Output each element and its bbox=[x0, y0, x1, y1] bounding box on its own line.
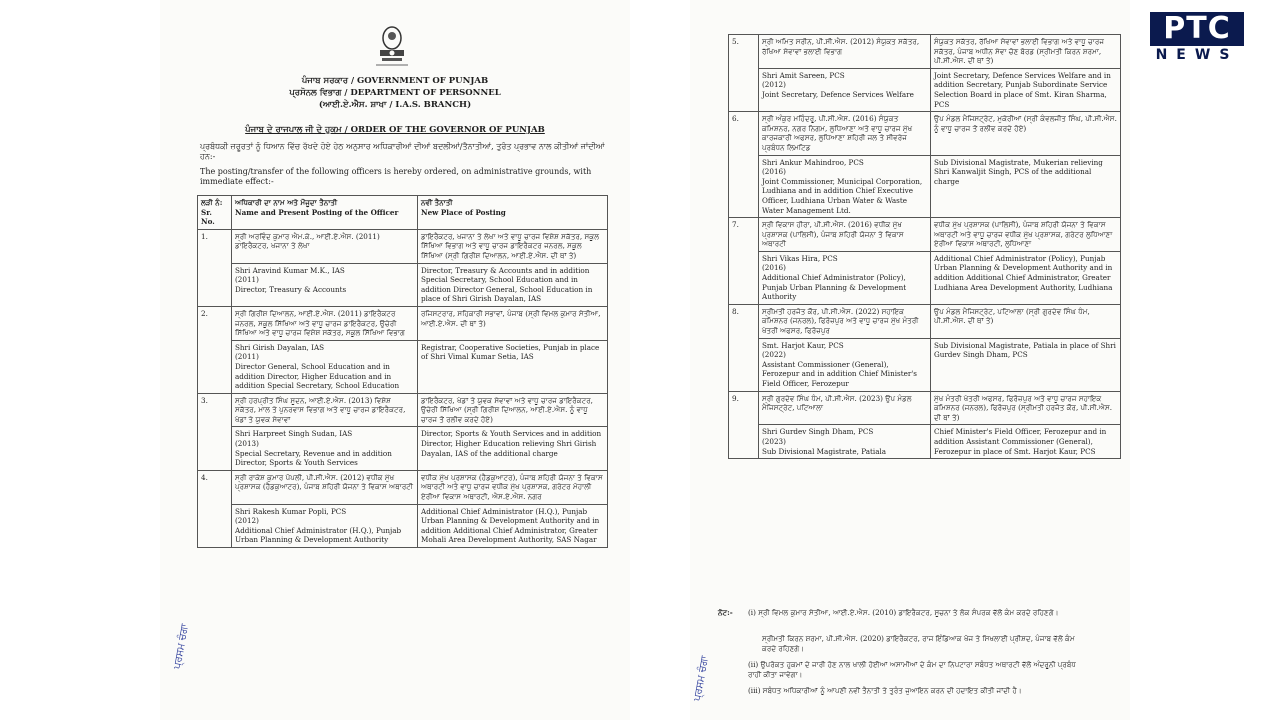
present-posting: Director General, School Education and in addition Director, Higher Education and in addition Special Secretary, School Education bbox=[235, 361, 400, 391]
serial-number: 1. bbox=[198, 229, 232, 306]
present-posting: Assistant Commissioner (General), Ferozepur and in addition Chief Minister's Field Officer, Ferozepur bbox=[762, 359, 917, 388]
officer-name-english bbox=[232, 504, 418, 547]
note-item: (i) ਸ੍ਰੀ ਵਿਮਲ ਕੁਮਾਰ ਸੇਤੀਆ, ਆਈ.ਏ.ਐਸ. (2010) ਡਾਇਰੈਕਟਰ, ਸੂਚਨਾ ਤੇ ਲੋਕ ਸੰਪਰਕ ਵੱਲੋਂ ਕੰਮ ਕਰਦੇ ਰਹਿਣਗੇ। bbox=[748, 608, 1059, 617]
officer-name-punjabi: ਸ੍ਰੀ ਰਾਕੇਸ਼ ਕੁਮਾਰ ਪੋਪਲੀ, ਪੀ.ਸੀ.ਐਸ. (2012) ਵਧੀਕ ਮੁੱਖ ਪ੍ਰਸ਼ਾਸਕ (ਹੈਡਕੁਆਟਰ), ਪੰਜਾਬ ਸ਼ਹਿਰੀ ਯੋਜਨਾ ਤੇ ਵਿਕਾਸ ਅਥਾਰਟੀ bbox=[232, 470, 418, 504]
column-label-english: Name and Present Posting of the Officer bbox=[235, 207, 399, 217]
new-posting-punjabi: ਰਜਿਸਟਰਾਰ, ਸਹਿਕਾਰੀ ਸਭਾਵਾਂ, ਪੰਜਾਬ (ਸ੍ਰੀ ਵਿਮਲ ਕੁਮਾਰ ਸੇਤੀਆ, ਆਈ.ਏ.ਐਸ. ਦੀ ਥਾਂ ਤੇ) bbox=[418, 306, 608, 340]
officer-name: Shri Amit Sareen, PCS bbox=[762, 70, 845, 80]
officer-name: Shri Gurdev Singh Dham, PCS bbox=[762, 427, 874, 437]
table-row bbox=[198, 470, 608, 504]
officer-name-english bbox=[232, 263, 418, 306]
new-posting-english: Director, Treasury & Accounts and in addition Special Secretary, School Education and in addition Director General, School Education in place of Shri Girish Dayalan, IAS bbox=[418, 263, 608, 306]
table-row bbox=[729, 304, 1121, 338]
officer-name: Smt. Harjot Kaur, PCS bbox=[762, 340, 844, 350]
present-posting: Special Secretary, Revenue and in addition Director, Sports & Youth Services bbox=[235, 448, 392, 468]
serial-number: 8. bbox=[729, 304, 759, 391]
officer-name-english bbox=[759, 251, 931, 304]
table-row bbox=[729, 425, 1121, 459]
new-posting-english: Additional Chief Administrator (H.Q.), Punjab Urban Planning & Development Authority and in addition Additional Chief Administrator, Greater Mohali Area Development Authority, SAS Nagar bbox=[418, 504, 608, 547]
column-label-english: New Place of Posting bbox=[421, 207, 506, 217]
table-row bbox=[729, 391, 1121, 425]
serial-number: 5. bbox=[729, 35, 759, 112]
present-posting: Joint Secretary, Defence Services Welfare bbox=[762, 89, 914, 99]
officer-name: Shri Ankur Mahindroo, PCS bbox=[762, 157, 864, 167]
serial-number: 4. bbox=[198, 470, 232, 547]
officer-name-english bbox=[232, 340, 418, 393]
note-label: ਨੋਟ:- bbox=[718, 608, 733, 617]
column-label-punjabi: ਲੜੀ ਨੰ: bbox=[201, 198, 223, 207]
present-posting: Sub Divisional Magistrate, Patiala bbox=[762, 446, 887, 456]
serial-number: 2. bbox=[198, 306, 232, 393]
officer-batch: (2012) bbox=[235, 516, 259, 526]
government-emblem-icon bbox=[370, 22, 414, 72]
header-department: ਪ੍ਰਸੋਨਲ ਵਿਭਾਗ / DEPARTMENT OF PERSONNEL bbox=[289, 88, 501, 98]
table-row bbox=[729, 155, 1121, 218]
serial-number: 9. bbox=[729, 391, 759, 459]
officer-name: Shri Vikas Hira, PCS bbox=[762, 253, 838, 263]
column-header-name bbox=[232, 196, 418, 230]
document-page-right bbox=[690, 0, 1130, 720]
new-posting-punjabi: ਮੁੱਖ ਮੰਤਰੀ ਖੇਤਰੀ ਅਫਸਰ, ਫਿਰੋਜ਼ਪੁਰ ਅਤੇ ਵਾਧੂ ਚਾਰਜ ਸਹਾਇਕ ਕਮਿਸ਼ਨਰ (ਜਨਰਲ), ਫਿਰੋਜ਼ਪੁਰ (ਸ੍ਰੀਮਤੀ ਹਰਜੋਤ ਕੌਰ, ਪੀ.ਸੀ.ਐਸ. ਦੀ ਥਾਂ ਤੇ) bbox=[931, 391, 1121, 425]
officer-batch: (2013) bbox=[235, 439, 259, 449]
new-posting-punjabi: ਉਪ ਮੰਡਲ ਮੈਜਿਸਟ੍ਰੇਟ, ਪਟਿਆਲਾ (ਸ੍ਰੀ ਗੁਰਦੇਵ ਸਿੰਘ ਧੰਮ, ਪੀ.ਸੀ.ਐਸ. ਦੀ ਥਾਂ ਤੇ) bbox=[931, 304, 1121, 338]
officer-name-punjabi: ਸ੍ਰੀ ਵਿਕਾਸ ਹੀਰਾ, ਪੀ.ਸੀ.ਐਸ. (2016) ਵਧੀਕ ਮੁੱਖ ਪ੍ਰਸ਼ਾਸਕ (ਪਾਲਿਸੀ), ਪੰਜਾਬ ਸ਼ਹਿਰੀ ਯੋਜਨਾ ਤੇ ਵਿਕਾਸ ਅਥਾਰਟੀ bbox=[759, 218, 931, 252]
table-row bbox=[729, 68, 1121, 111]
officer-name-punjabi: ਸ੍ਰੀ ਗਿਰੀਸ਼ ਦਿਆਲਨ, ਆਈ.ਏ.ਐਸ. (2011) ਡਾਇਰੈਕਟਰ ਜਨਰਲ, ਸਕੂਲ ਸਿੱਖਿਆ ਅਤੇ ਵਾਧੂ ਚਾਰਜ ਡਾਇਰੈਕਟਰ, ਉਚੇਰੀ ਸਿੱਖਿਆ ਅਤੇ ਵਾਧੂ ਚਾਰਜ ਵਿਸ਼ੇਸ਼ ਸਕੱਤਰ, ਸਕੂਲ ਸਿੱਖਿਆ ਵਿਭਾਗ bbox=[232, 306, 418, 340]
officer-name-punjabi: ਸ੍ਰੀ ਅਮਿਤ ਸਰੀਨ, ਪੀ.ਸੀ.ਐਸ. (2012) ਸੰਯੁਕਤ ਸਕੱਤਰ, ਰੱਖਿਆ ਸੇਵਾਵਾਂ ਭਲਾਈ ਵਿਭਾਗ bbox=[759, 35, 931, 69]
logo-text-bottom: NEWS bbox=[1155, 47, 1239, 63]
new-posting-english: Director, Sports & Youth Services and in addition Director, Higher Education relieving Shri Girish Dayalan, IAS of the additional charge bbox=[418, 427, 608, 470]
officer-batch: (2023) bbox=[762, 436, 786, 446]
officer-name-english bbox=[759, 155, 931, 218]
table-row bbox=[729, 338, 1121, 391]
officer-name: Shri Harpreet Singh Sudan, IAS bbox=[235, 429, 353, 439]
new-posting-punjabi: ਡਾਇਰੈਕਟਰ, ਖਜਾਨਾ ਤੇ ਲੇਖਾ ਅਤੇ ਵਾਧੂ ਚਾਰਜ ਵਿਸ਼ੇਸ਼ ਸਕੱਤਰ, ਸਕੂਲ ਸਿੱਖਿਆ ਵਿਭਾਗ ਅਤੇ ਵਾਧੂ ਚਾਰਜ ਡਾਇਰੈਕਟਰ ਜਨਰਲ, ਸਕੂਲ ਸਿੱਖਿਆ (ਸ੍ਰੀ ਗਿਰੀਸ਼ ਦਿਆਲਨ, ਆਈ.ਏ.ਐਸ. ਦੀ ਥਾਂ ਤੇ) bbox=[418, 229, 608, 263]
officer-name-english bbox=[759, 425, 931, 459]
present-posting: Director, Treasury & Accounts bbox=[235, 284, 347, 294]
table-row bbox=[198, 306, 608, 340]
officer-name-english bbox=[232, 427, 418, 470]
new-posting-punjabi: ਵਧੀਕ ਮੁੱਖ ਪ੍ਰਸ਼ਾਸਕ (ਹੈਡਕੁਆਟਰ), ਪੰਜਾਬ ਸ਼ਹਿਰੀ ਯੋਜਨਾ ਤੇ ਵਿਕਾਸ ਅਥਾਰਟੀ ਅਤੇ ਵਾਧੂ ਚਾਰਜ ਵਧੀਕ ਮੁੱਖ ਪ੍ਰਸ਼ਾਸਕ, ਗਰੇਟਰ ਮੋਹਾਲੀ ਏਰੀਆ ਵਿਕਾਸ ਅਥਾਰਟੀ, ਐਸ.ਏ.ਐਸ. ਨਗਰ bbox=[418, 470, 608, 504]
column-label-punjabi: ਨਵੀਂ ਤੈਨਾਤੀ bbox=[421, 198, 453, 207]
table-row bbox=[198, 504, 608, 547]
officer-batch: (2011) bbox=[235, 352, 259, 362]
officer-name-english bbox=[759, 68, 931, 111]
officer-name-punjabi: ਸ੍ਰੀ ਗੁਰਦੇਵ ਸਿੰਘ ਧੰਮ, ਪੀ.ਸੀ.ਐਸ. (2023) ਉਪ ਮੰਡਲ ਮੈਜਿਸਟ੍ਰੇਟ, ਪਟਿਆਲਾ bbox=[759, 391, 931, 425]
table-header-row bbox=[198, 196, 608, 230]
column-header-sr bbox=[198, 196, 232, 230]
table-row bbox=[198, 393, 608, 427]
new-posting-english: Sub Divisional Magistrate, Patiala in place of Shri Gurdev Singh Dham, PCS bbox=[931, 338, 1121, 391]
new-posting-english: Chief Minister's Field Officer, Ferozepur and in addition Assistant Commissioner (General), Ferozepur in place of Smt. Harjot Kaur, PCS bbox=[931, 425, 1121, 459]
new-posting-punjabi: ਵਧੀਕ ਮੁੱਖ ਪ੍ਰਸ਼ਾਸਕ (ਪਾਲਿਸੀ), ਪੰਜਾਬ ਸ਼ਹਿਰੀ ਯੋਜਨਾ ਤੇ ਵਿਕਾਸ ਅਥਾਰਟੀ ਅਤੇ ਵਾਧੂ ਚਾਰਜ ਵਧੀਕ ਮੁੱਖ ਪ੍ਰਸ਼ਾਸਕ, ਗਰੇਟਰ ਲੁਧਿਆਣਾ ਏਰੀਆ ਵਿਕਾਸ ਅਥਾਰਟੀ, ਲੁਧਿਆਣਾ bbox=[931, 218, 1121, 252]
serial-number: 7. bbox=[729, 218, 759, 305]
officer-name-punjabi: ਸ੍ਰੀ ਅੰਕੁਰ ਮਹਿੰਦਰੂ, ਪੀ.ਸੀ.ਐਸ. (2016) ਸੰਯੁਕਤ ਕਮਿਸ਼ਨਰ, ਨਗਰ ਨਿਗਮ, ਲੁਧਿਆਣਾ ਅਤੇ ਵਾਧੂ ਚਾਰਜ ਮੁੱਖ ਕਾਰਜਕਾਰੀ ਅਫਸਰ, ਲੁਧਿਆਣਾ ਸ਼ਹਿਰੀ ਜਲ ਤੇ ਸੀਵਰੇਜ ਪ੍ਰਬੰਧਨ ਲਿਮਟਿਡ bbox=[759, 112, 931, 155]
document-page-left bbox=[160, 0, 630, 720]
new-posting-english: Joint Secretary, Defence Services Welfare and in addition Secretary, Punjab Subordinate Service Selection Board in place of Smt. Kiran Sharma, PCS bbox=[931, 68, 1121, 111]
new-posting-english: Additional Chief Administrator (Policy), Punjab Urban Planning & Development Authority and in addition Additional Chief Administrator, Greater Ludhiana Area Development Authority, Ludhiana bbox=[931, 251, 1121, 304]
officer-name-english bbox=[759, 338, 931, 391]
officer-name: Shri Rakesh Kumar Popli, PCS bbox=[235, 506, 347, 516]
officer-name-punjabi: ਸ੍ਰੀਮਤੀ ਹਰਜੋਤ ਕੌਰ, ਪੀ.ਸੀ.ਐਸ. (2022) ਸਹਾਇਕ ਕਮਿਸ਼ਨਰ (ਜਨਰਲ), ਫਿਰੋਜ਼ਪੁਰ ਅਤੇ ਵਾਧੂ ਚਾਰਜ ਮੁੱਖ ਮੰਤਰੀ ਖੇਤਰੀ ਅਫਸਰ, ਫਿਰੋਜ਼ਪੁਰ bbox=[759, 304, 931, 338]
table-row bbox=[198, 340, 608, 393]
intro-paragraph-punjabi: ਪ੍ਰਬੰਧਕੀ ਜ਼ਰੂਰਤਾਂ ਨੂੰ ਧਿਆਨ ਵਿੱਚ ਰੱਖਦੇ ਹੋਏ ਹੇਠ ਅਨੁਸਾਰ ਅਧਿਕਾਰੀਆਂ ਦੀਆਂ ਬਦਲੀਆਂ/ਤੈਨਾਤੀਆਂ, ਤੁਰੰਤ ਪ੍ਰਭਾਵ ਨਾਲ ਕੀਤੀਆਂ ਜਾਂਦੀਆਂ ਹਨ:- bbox=[200, 142, 605, 161]
officer-batch: (2016) bbox=[762, 167, 786, 177]
note-item: (ii) ਉਪਰੋਕਤ ਹੁਕਮਾਂ ਦੇ ਜਾਰੀ ਹੋਣ ਨਾਲ ਖਾਲੀ ਹੋਈਆਂ ਅਸਾਮੀਆਂ ਦੇ ਕੰਮ ਦਾ ਨਿਪਟਾਰਾ ਸਬੰਧਤ ਅਥਾਰਟੀ ਵੱਲੋਂ ਅੰਦਰੂਨੀ ਪ੍ਰਬੰਧ ਰਾਹੀਂ ਕੀਤਾ ਜਾਵੇਗਾ। bbox=[748, 660, 1076, 679]
header-branch: (ਆਈ.ਏ.ਐਸ. ਸ਼ਾਖਾ / I.A.S. BRANCH) bbox=[318, 100, 472, 110]
table-row bbox=[729, 218, 1121, 252]
handwritten-signature: ਪ੍ਰਸਮ ਚੰਗਾ bbox=[692, 655, 711, 702]
serial-number: 6. bbox=[729, 112, 759, 218]
intro-paragraph-english: The posting/transfer of the following officers is hereby ordered, on administrative grounds, with immediate effect:- bbox=[200, 167, 592, 186]
new-posting-english: Registrar, Cooperative Societies, Punjab in place of Shri Vimal Kumar Setia, IAS bbox=[418, 340, 608, 393]
present-posting: Joint Commissioner, Municipal Corporation, Ludhiana and in addition Chief Executive Officer, Ludhiana Urban Water & Waste Water Management Ltd. bbox=[762, 176, 923, 215]
officer-batch: (2012) bbox=[762, 80, 786, 90]
officer-name-punjabi: ਸ੍ਰੀ ਅਰਵਿੰਦ ਕੁਮਾਰ ਐਮ.ਕੇ., ਆਈ.ਏ.ਐਸ. (2011) ਡਾਇਰੈਕਟਰ, ਖਜਾਨਾ ਤੇ ਲੇਖਾ bbox=[232, 229, 418, 263]
present-posting: Additional Chief Administrator (Policy), Punjab Urban Planning & Development Authority bbox=[762, 273, 907, 302]
table-row bbox=[729, 112, 1121, 155]
note-item: ਸ੍ਰੀਮਤੀ ਕਿਰਨ ਸ਼ਰਮਾ, ਪੀ.ਸੀ.ਐਸ. (2020) ਡਾਇਰੈਕਟਰ, ਰਾਜ ਇੰਡਿਆਕ ਖੋਜ ਤੇ ਸਿਖਲਾਈ ਪ੍ਰੀਸ਼ਦ, ਪੰਜਾਬ ਵੱਲੋਂ ਕੰਮ ਕਰਦੇ ਰਹਿਣਗੇ। bbox=[762, 634, 1075, 653]
posting-table-right bbox=[728, 34, 1121, 459]
table-row bbox=[729, 35, 1121, 69]
column-header-new-posting bbox=[418, 196, 608, 230]
table-row bbox=[198, 263, 608, 306]
header-government: ਪੰਜਾਬ ਸਰਕਾਰ / GOVERNMENT OF PUNJAB bbox=[301, 76, 489, 86]
new-posting-punjabi: ਸੰਯੁਕਤ ਸਕੱਤਰ, ਰੱਖਿਆ ਸੇਵਾਵਾਂ ਭਲਾਈ ਵਿਭਾਗ ਅਤੇ ਵਾਧੂ ਚਾਰਜ ਸਕੱਤਰ, ਪੰਜਾਬ ਅਧੀਨ ਸੇਵਾ ਚੋਣ ਬੋਰਡ (ਸ੍ਰੀਮਤੀ ਕਿਰਨ ਸ਼ਰਮਾ, ਪੀ.ਸੀ.ਐਸ. ਦੀ ਥਾਂ ਤੇ) bbox=[931, 35, 1121, 69]
officer-batch: (2016) bbox=[762, 263, 786, 273]
column-label-punjabi: ਅਧਿਕਾਰੀ ਦਾ ਨਾਮ ਅਤੇ ਮੌਜੂਦਾ ਤੈਨਾਤੀ bbox=[235, 198, 338, 207]
order-title: ਪੰਜਾਬ ਦੇ ਰਾਜਪਾਲ ਜੀ ਦੇ ਹੁਕਮ / ORDER OF THE GOVERNOR OF PUNJAB bbox=[245, 125, 545, 135]
officer-name: Shri Girish Dayalan, IAS bbox=[235, 342, 325, 352]
new-posting-punjabi: ਡਾਇਰੈਕਟਰ, ਖੇਡਾਂ ਤੇ ਯੁਵਕ ਸੇਵਾਵਾਂ ਅਤੇ ਵਾਧੂ ਚਾਰਜ ਡਾਇਰੈਕਟਰ, ਉਚੇਰੀ ਸਿੱਖਿਆ (ਸ੍ਰੀ ਗਿਰੀਸ਼ ਦਿਆਲਨ, ਆਈ.ਏ.ਐਸ. ਨੂੰ ਵਾਧੂ ਚਾਰਜ ਤੋਂ ਰਲੀਵ ਕਰਦੇ ਹੋਏ) bbox=[418, 393, 608, 427]
new-posting-english: Sub Divisional Magistrate, Mukerian relieving Shri Kanwaljit Singh, PCS of the additional charge bbox=[931, 155, 1121, 218]
ptc-news-logo bbox=[1150, 12, 1244, 64]
officer-name: Shri Aravind Kumar M.K., IAS bbox=[235, 265, 345, 275]
officer-batch: (2011) bbox=[235, 275, 259, 285]
present-posting: Additional Chief Administrator (H.Q.), Punjab Urban Planning & Development Authority bbox=[235, 525, 402, 545]
posting-table-left bbox=[197, 195, 608, 548]
officer-name-punjabi: ਸ੍ਰੀ ਹਰਪ੍ਰੀਤ ਸਿੰਘ ਸੂਦਨ, ਆਈ.ਏ.ਐਸ. (2013) ਵਿਸ਼ੇਸ਼ ਸਕੱਤਰ, ਮਾਲ ਤੇ ਪੁਨਰਵਾਸ ਵਿਭਾਗ ਅਤੇ ਵਾਧੂ ਚਾਰਜ ਡਾਇਰੈਕਟਰ, ਖੇਡਾਂ ਤੇ ਯੁਵਕ ਸੇਵਾਵਾਂ bbox=[232, 393, 418, 427]
table-row bbox=[198, 427, 608, 470]
note-item: (iii) ਸਬੰਧਤ ਅਧਿਕਾਰੀਆਂ ਨੂੰ ਆਪਣੀ ਨਵੀਂ ਤੈਨਾਤੀ ਤੇ ਤੁਰੰਤ ਜੁਆਇਨ ਕਰਨ ਦੀ ਹਦਾਇਤ ਕੀਤੀ ਜਾਂਦੀ ਹੈ। bbox=[748, 686, 1022, 695]
handwritten-signature: ਪ੍ਰਸਮ ਚੰਗਾ bbox=[172, 623, 191, 670]
new-posting-punjabi: ਉਪ ਮੰਡਲ ਮੈਜਿਸਟ੍ਰੇਟ, ਮੁਕੇਰੀਆਂ (ਸ੍ਰੀ ਕੰਵਲਜੀਤ ਸਿੰਘ, ਪੀ.ਸੀ.ਐਸ. ਨੂੰ ਵਾਧੂ ਚਾਰਜ ਤੋਂ ਰਲੀਵ ਕਰਦੇ ਹੋਏ) bbox=[931, 112, 1121, 155]
table-row bbox=[198, 229, 608, 263]
column-label-english: Sr. No. bbox=[201, 207, 215, 227]
table-row bbox=[729, 251, 1121, 304]
officer-batch: (2022) bbox=[762, 350, 786, 360]
logo-text-top: PTC bbox=[1150, 12, 1244, 46]
serial-number: 3. bbox=[198, 393, 232, 470]
